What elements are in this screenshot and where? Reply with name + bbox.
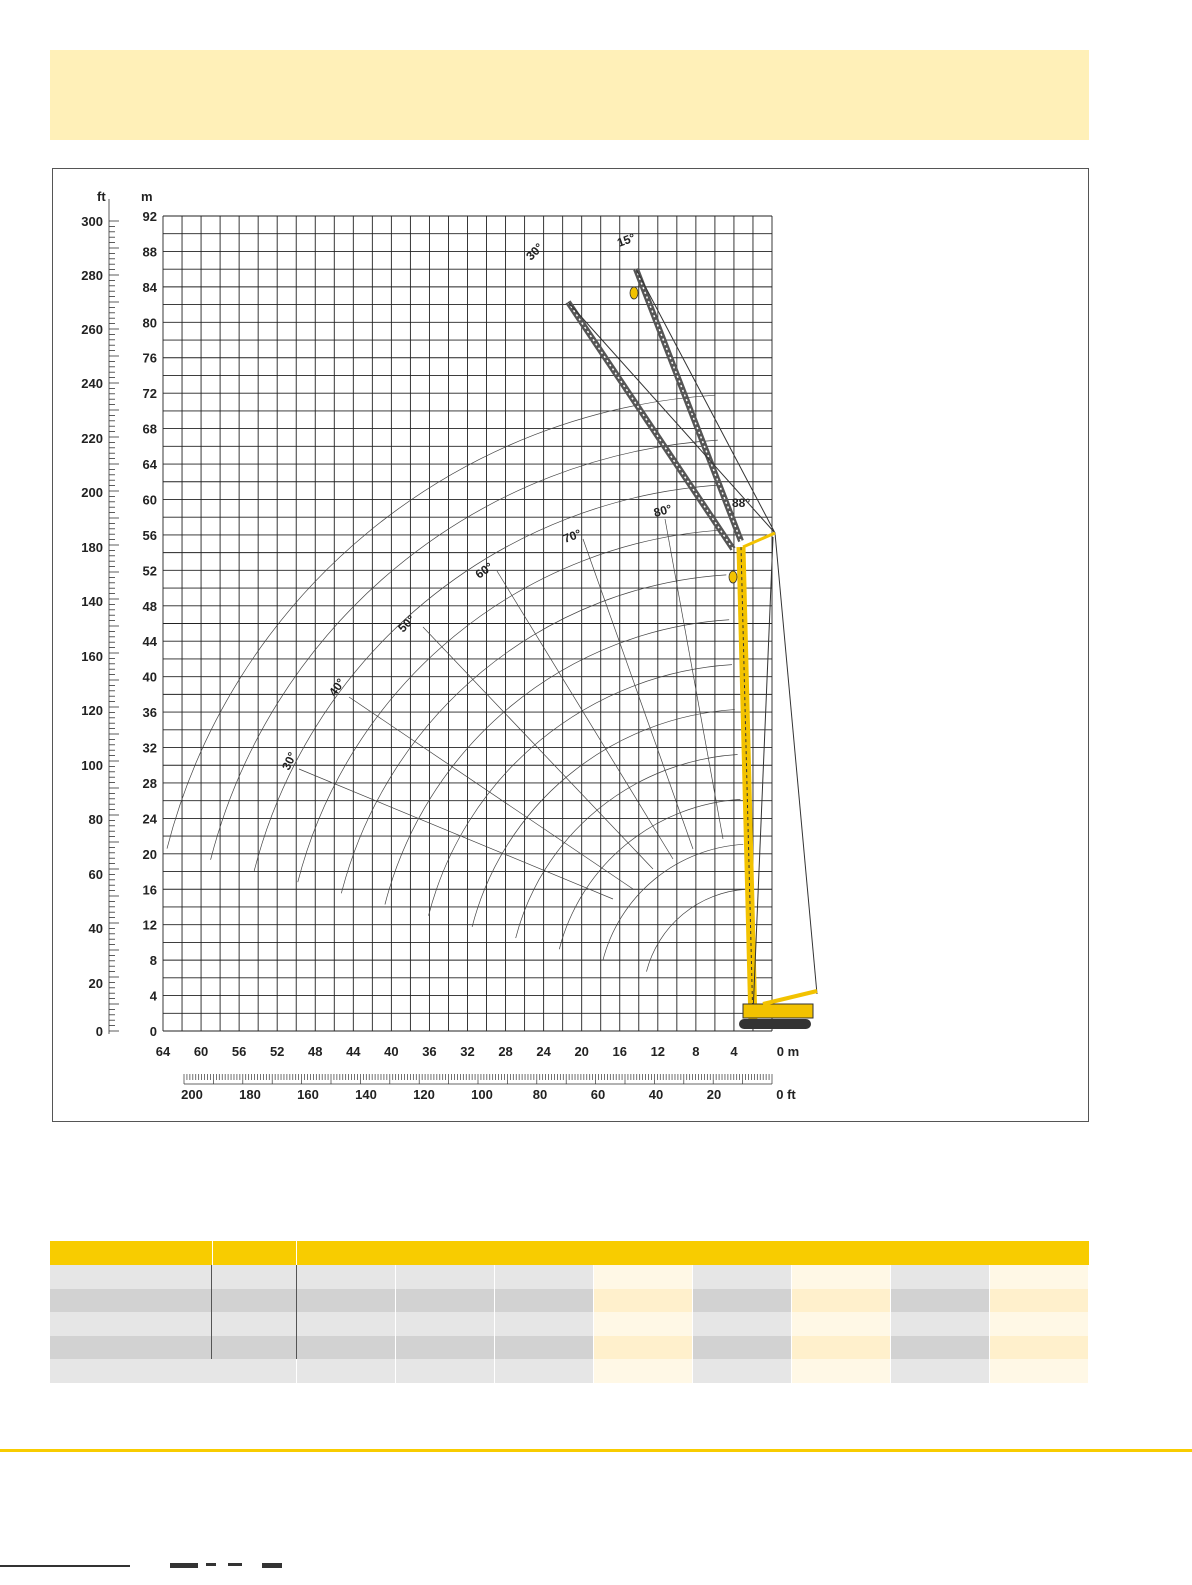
footer-rule — [0, 1449, 1192, 1452]
y-axis-m-tick-label: 20 — [142, 846, 157, 862]
table-cell — [50, 1312, 212, 1336]
reach-curve — [559, 799, 740, 949]
y-axis-ft-tick-label: 240 — [81, 376, 103, 391]
table-cell — [396, 1289, 495, 1313]
y-axis-ft-tick-label: 40 — [88, 921, 103, 936]
grid — [163, 216, 772, 1031]
hook-block-2 — [729, 571, 737, 583]
x-axis-m-tick-label: 24 — [536, 1044, 551, 1059]
table-row — [50, 1336, 1089, 1360]
x-axis-ft-tick-label: 60 — [590, 1087, 606, 1102]
y-axis-m-tick-label: 72 — [142, 386, 157, 402]
x-axis-ft-tick-label: 160 — [297, 1087, 319, 1102]
table-cell — [891, 1359, 990, 1383]
table-cell — [693, 1312, 792, 1336]
y-axis-ft-tick-label: 180 — [81, 540, 103, 555]
reach-curve — [167, 395, 715, 848]
y-axis-m-tick-label: 64 — [142, 457, 157, 473]
table-cell — [495, 1289, 594, 1313]
table-cell — [396, 1312, 495, 1336]
y-axis-m-tick-label: 32 — [142, 740, 157, 756]
y-axis-m-tick-label: 56 — [142, 527, 157, 543]
crane-superstructure — [743, 1004, 813, 1018]
x-axis-m-tick-label: 36 — [422, 1044, 437, 1059]
table-cell — [396, 1359, 495, 1383]
boom-angle-70-label: 70° — [561, 526, 584, 546]
x-axis-m-tick-label: 12 — [650, 1044, 666, 1059]
table-cell — [990, 1289, 1089, 1313]
y-axis-ft-tick-label: 60 — [88, 867, 103, 882]
angle-ray — [299, 769, 613, 899]
main-boom — [741, 547, 753, 1024]
table-cell — [50, 1265, 212, 1289]
y-axis-m-tick-label: 88 — [142, 244, 157, 260]
table-cell — [297, 1336, 396, 1360]
x-axis-ft-tick-label: 0 ft — [776, 1087, 796, 1102]
table-row — [50, 1289, 1089, 1313]
footer-stub — [0, 1565, 130, 1567]
x-axis-m-tick-label: 32 — [460, 1044, 475, 1059]
x-axis-ft-tick-label: 100 — [471, 1087, 493, 1102]
y-axis-m-tick-label: 4 — [149, 988, 157, 1004]
table-cell — [297, 1289, 396, 1313]
y-axis-m-tick-label: 24 — [142, 811, 157, 827]
table-header — [50, 1241, 1089, 1265]
counterweight-mast — [763, 991, 817, 1004]
table-cell — [495, 1312, 594, 1336]
table-cell — [693, 1289, 792, 1313]
load-chart-table — [50, 1241, 1089, 1383]
table-cell — [693, 1359, 792, 1383]
table-cell — [495, 1336, 594, 1360]
table-cell — [693, 1336, 792, 1360]
table-cell — [212, 1312, 297, 1336]
table-cell — [495, 1359, 594, 1383]
reach-curve — [385, 620, 729, 905]
jib-angle-30-label: 30° — [523, 240, 546, 264]
table-cell — [891, 1265, 990, 1289]
axis-ticks — [81, 199, 799, 1102]
x-axis-ft-tick-label: 180 — [239, 1087, 261, 1102]
x-axis-m-tick-label: 48 — [308, 1044, 323, 1059]
table-cell — [297, 1359, 396, 1383]
table-cell — [594, 1336, 693, 1360]
table-cell — [792, 1312, 891, 1336]
table-cell — [990, 1359, 1089, 1383]
table-cell — [297, 1265, 396, 1289]
y-axis-ft-tick-label: 300 — [81, 214, 103, 229]
x-axis-ft-tick-label: 80 — [532, 1087, 548, 1102]
table-cell — [495, 1265, 594, 1289]
angle-ray — [497, 571, 673, 859]
y-axis-ft-tick-label: 140 — [81, 594, 103, 609]
reach-curve — [254, 485, 720, 871]
table-row — [50, 1265, 1089, 1289]
reach-curve — [516, 754, 738, 938]
table-cell — [891, 1312, 990, 1336]
y-axis-m-tick-label: 8 — [149, 953, 157, 969]
table-cell — [396, 1336, 495, 1360]
x-axis-ft-tick-label: 20 — [706, 1087, 722, 1102]
table-cell — [212, 1289, 297, 1313]
y-axis-ft-tick-label: 0 — [95, 1024, 103, 1039]
table-cell — [396, 1265, 495, 1289]
y-axis-m-tick-label: 52 — [142, 563, 157, 579]
table-cell — [990, 1265, 1089, 1289]
y-axis-ft-tick-label: 220 — [81, 431, 103, 446]
x-axis-m-tick-label: 20 — [574, 1044, 589, 1059]
table-cell — [594, 1312, 693, 1336]
x-axis-m-tick-label: 4 — [730, 1044, 738, 1059]
footer-logo-mark-4 — [262, 1563, 282, 1568]
footer-logo-mark-2 — [206, 1563, 216, 1566]
boom-angle-80-label: 80° — [652, 501, 674, 520]
table-cell — [693, 1265, 792, 1289]
y-axis-m-tick-label: 40 — [142, 669, 157, 685]
boom-angle-30-label: 30° — [279, 749, 300, 773]
header-band — [50, 50, 1089, 140]
footer-logo-mark-3 — [228, 1563, 242, 1566]
working-range-chart — [53, 169, 1090, 1123]
table-cell — [297, 1312, 396, 1336]
y-axis-m-tick-label: 48 — [142, 598, 157, 614]
x-axis-m-tick-label: 64 — [155, 1044, 171, 1059]
boom-angle-40-label: 40° — [325, 675, 348, 699]
y-axis-m-tick-label: 84 — [142, 279, 157, 295]
y-axis-m-tick-label: 92 — [142, 209, 157, 224]
y-axis-m-tick-label: 68 — [142, 421, 157, 437]
x-axis-m-tick-label: 60 — [193, 1044, 209, 1059]
y-axis-ft-tick-label: 260 — [81, 322, 103, 337]
y-axis-ft-tick-label: 160 — [81, 649, 103, 664]
x-axis-ft-tick-label: 140 — [355, 1087, 377, 1102]
y-axis-m-tick-label: 36 — [142, 705, 157, 721]
hook-block — [630, 287, 638, 299]
x-axis-m-tick-label: 0 m — [776, 1044, 800, 1059]
reach-curve — [603, 844, 743, 960]
angle-ray — [423, 627, 653, 869]
x-axis-ft-tick-label: 200 — [181, 1087, 203, 1102]
x-axis-m-tick-label: 40 — [384, 1044, 399, 1059]
table-cell — [594, 1265, 693, 1289]
y-axis-m-tick-label: 60 — [142, 492, 157, 508]
x-axis-m-tick-label: 52 — [269, 1044, 285, 1059]
backstay — [775, 533, 817, 994]
table-cell — [891, 1336, 990, 1360]
x-axis-m-tick-label: 56 — [231, 1044, 247, 1059]
y-axis-m-tick-label: 80 — [142, 315, 157, 331]
table-cell — [212, 1336, 297, 1360]
boom-angle-88-label: 88° — [732, 496, 751, 510]
reach-curve — [211, 440, 718, 860]
table-row — [50, 1359, 1089, 1383]
y-axis-ft-tick-label: 200 — [81, 485, 103, 500]
table-cell — [50, 1336, 212, 1360]
y-axis-ft-tick-label: 120 — [81, 703, 103, 718]
table-cell — [990, 1336, 1089, 1360]
ft-unit-label: ft — [97, 189, 106, 204]
table-cell — [792, 1265, 891, 1289]
x-axis-ft-tick-label: 120 — [413, 1087, 435, 1102]
y-axis-ft-tick-label: 100 — [81, 758, 103, 773]
working-range-diagram — [52, 168, 1089, 1122]
footer-logo-mark — [170, 1563, 198, 1568]
table-cell — [891, 1289, 990, 1313]
table-row — [50, 1312, 1089, 1336]
y-axis-ft-tick-label: 80 — [88, 812, 103, 827]
boom-angle-60-label: 60° — [472, 559, 496, 582]
y-axis-m-tick-label: 44 — [142, 634, 157, 650]
angle-ray — [665, 519, 723, 839]
table-cell — [50, 1359, 297, 1383]
table-cell — [792, 1359, 891, 1383]
x-axis-m-tick-label: 44 — [346, 1044, 361, 1059]
reach-curve — [429, 665, 732, 916]
crawler-track — [739, 1019, 811, 1029]
x-axis-m-tick-label: 8 — [692, 1044, 700, 1059]
y-axis-m-tick-label: 76 — [142, 350, 157, 366]
jib-30 — [568, 302, 733, 549]
y-axis-ft-tick-label: 20 — [88, 976, 103, 991]
table-cell — [594, 1359, 693, 1383]
table-cell — [792, 1289, 891, 1313]
table-cell — [990, 1312, 1089, 1336]
table-cell — [594, 1289, 693, 1313]
x-axis-ft-tick-label: 40 — [648, 1087, 664, 1102]
jib-angle-15-label: 15° — [615, 230, 638, 250]
table-cell — [50, 1289, 212, 1313]
boom-angle-50-label: 50° — [395, 612, 418, 636]
y-axis-m-tick-label: 0 — [149, 1024, 157, 1039]
y-axis-ft-tick-label: 280 — [81, 268, 103, 283]
x-axis-m-tick-label: 28 — [498, 1044, 513, 1059]
x-axis-m-tick-label: 16 — [612, 1044, 627, 1059]
y-axis-m-tick-label: 16 — [142, 882, 157, 898]
table-cell — [792, 1336, 891, 1360]
table-cell — [212, 1265, 297, 1289]
m-unit-label: m — [141, 189, 153, 204]
y-axis-m-tick-label: 28 — [142, 775, 157, 791]
y-axis-m-tick-label: 12 — [142, 917, 157, 933]
